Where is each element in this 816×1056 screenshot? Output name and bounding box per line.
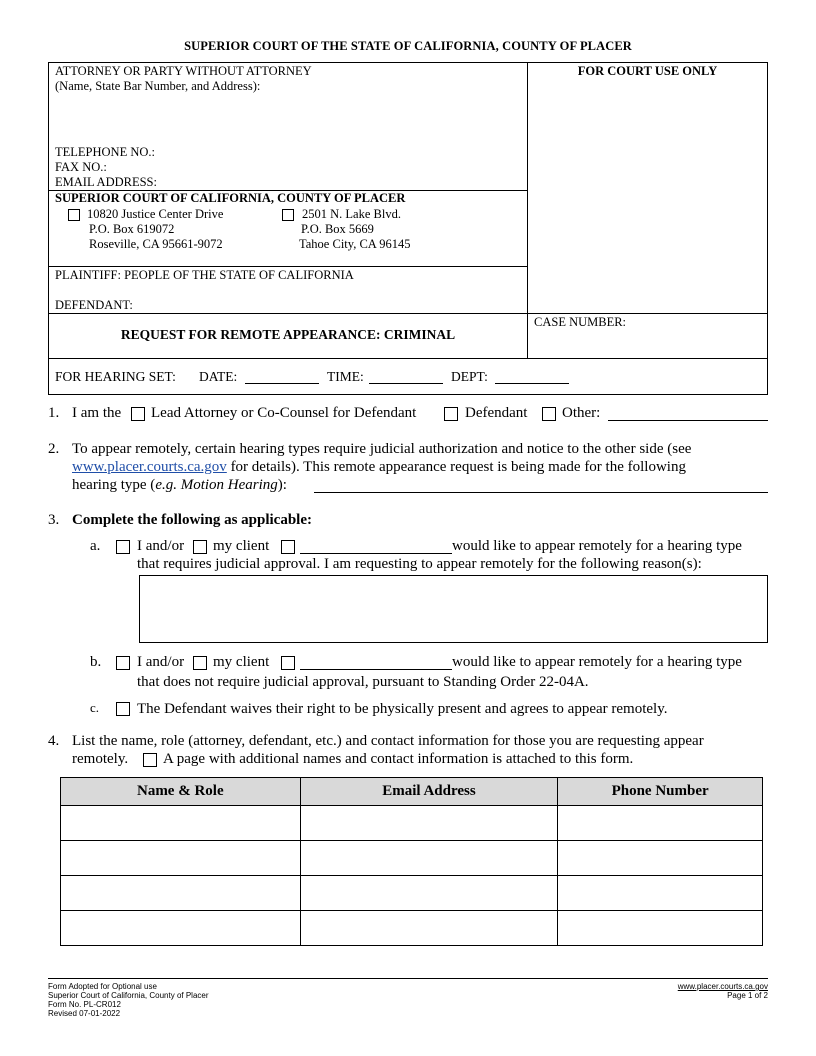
item3c-waiver-checkbox[interactable] [116, 702, 130, 716]
column-header: Name & Role [61, 778, 301, 806]
item2-line2 [72, 458, 686, 477]
other-checkbox[interactable] [542, 407, 556, 421]
name-role-cell[interactable] [61, 841, 301, 876]
item4-line1: List the name, role (attorney, defendant, etc.) and contact information for those you are requesting appear [72, 733, 704, 749]
defendant-option-label: Defendant [465, 405, 528, 421]
divider [49, 313, 768, 314]
item3a-line2: that requires judicial approval. I am requesting to appear remotely for the following reason(s): [137, 556, 702, 572]
hearing-type-field[interactable] [314, 478, 768, 493]
attorney-sub-label: (Name, State Bar Number, and Address): [55, 79, 261, 93]
item3a-letter: a. [90, 538, 101, 554]
item3a-self-checkbox[interactable] [116, 540, 130, 554]
caption-vertical-divider [527, 63, 528, 359]
roseville-checkbox[interactable] [68, 209, 80, 221]
attorney-label: ATTORNEY OR PARTY WITHOUT ATTORNEY [55, 64, 312, 78]
item1-number: 1. [48, 405, 60, 421]
email-label: EMAIL ADDRESS: [55, 175, 157, 189]
item3b-other-checkbox[interactable] [281, 656, 295, 670]
reasons-textarea[interactable] [139, 575, 768, 643]
date-label: DATE: [199, 369, 238, 384]
table-row [61, 806, 763, 841]
item3c-letter: c. [90, 700, 100, 715]
additional-page-checkbox[interactable] [143, 753, 157, 767]
footer-url-link[interactable]: www.placer.courts.ca.gov [677, 982, 768, 991]
phone-cell[interactable] [558, 911, 763, 946]
defendant-label: DEFENDANT: [55, 298, 133, 312]
contacts-table [60, 777, 763, 946]
item3b-letter: b. [90, 654, 102, 670]
item4-line2b: A page with additional names and contact information is attached to this form. [163, 751, 634, 767]
phone-cell[interactable] [558, 806, 763, 841]
name-role-cell[interactable] [61, 876, 301, 911]
tahoe-line2: P.O. Box 5669 [301, 222, 374, 236]
item3b-my-client: my client [213, 654, 270, 670]
email-cell[interactable] [300, 841, 558, 876]
dept-label: DEPT: [451, 369, 488, 384]
fax-label: FAX NO.: [55, 160, 107, 174]
court-use-only-label: FOR COURT USE ONLY [577, 64, 718, 78]
item3b-tail: would like to appear remotely for a hearing type [452, 654, 742, 670]
table-header-row [61, 778, 763, 806]
item2-line3 [72, 476, 287, 495]
form-title: REQUEST FOR REMOTE APPEARANCE: CRIMINAL [120, 327, 456, 342]
date-field[interactable] [245, 369, 319, 384]
item3-heading: Complete the following as applicable: [72, 512, 312, 528]
other-label: Other: [562, 405, 601, 421]
item3b-i-and-or: I and/or [137, 654, 185, 670]
item2-line1: To appear remotely, certain hearing types require judicial authorization and notice to the other side (see [72, 441, 692, 457]
item1-text: I am the [72, 405, 122, 421]
table-row [61, 911, 763, 946]
item3b-client-checkbox[interactable] [193, 656, 207, 670]
defendant-checkbox[interactable] [444, 407, 458, 421]
table-row [61, 841, 763, 876]
item4-line2a: remotely. [72, 751, 129, 767]
other-field[interactable] [608, 406, 768, 421]
name-role-cell[interactable] [61, 806, 301, 841]
name-role-cell[interactable] [61, 911, 301, 946]
phone-cell[interactable] [558, 876, 763, 911]
footer-rule [48, 978, 768, 979]
item2-number: 2. [48, 441, 60, 457]
email-cell[interactable] [300, 806, 558, 841]
case-number-label: CASE NUMBER: [534, 315, 627, 329]
hearing-set-label: FOR HEARING SET: [55, 369, 176, 384]
column-header: Phone Number [558, 778, 763, 806]
lead-attorney-label: Lead Attorney or Co-Counsel for Defendant [151, 405, 417, 421]
divider [49, 266, 527, 267]
caption-box [48, 62, 768, 395]
item3a-tail: would like to appear remotely for a hearing type [452, 538, 742, 554]
email-cell[interactable] [300, 911, 558, 946]
tahoe-line1: 2501 N. Lake Blvd. [302, 207, 401, 221]
roseville-line2: P.O. Box 619072 [89, 222, 175, 236]
court-website-link[interactable]: www.placer.courts.ca.gov [72, 459, 227, 475]
item2-example: e.g. Motion Hearing [155, 477, 278, 493]
item3b-line2: that does not require judicial approval, pursuant to Standing Order 22-04A. [137, 674, 589, 690]
item3a-other-field[interactable] [300, 539, 452, 554]
roseville-line3: Roseville, CA 95661-9072 [89, 237, 223, 251]
plaintiff-label: PLAINTIFF: PEOPLE OF THE STATE OF CALIFORNIA [55, 268, 354, 282]
footer-court: Superior Court of California, County of Placer [48, 991, 209, 1000]
item3c-text: The Defendant waives their right to be physically present and agrees to appear remotely. [137, 701, 668, 717]
item3b-self-checkbox[interactable] [116, 656, 130, 670]
phone-cell[interactable] [558, 841, 763, 876]
tahoe-checkbox[interactable] [282, 209, 294, 221]
item3a-my-client: my client [213, 538, 270, 554]
item2-line3-a: hearing type ( [72, 477, 156, 493]
time-label: TIME: [327, 369, 364, 384]
footer-form-number: Form No. PL-CR012 [48, 1000, 121, 1009]
table-row [61, 876, 763, 911]
footer-revised: Revised 07-01-2022 [48, 1009, 121, 1018]
email-cell[interactable] [300, 876, 558, 911]
time-field[interactable] [369, 369, 443, 384]
item4-number: 4. [48, 733, 60, 749]
dept-field[interactable] [495, 369, 569, 384]
footer-adopted: Form Adopted for Optional use [48, 982, 157, 991]
item2-line2-rest: for details). This remote appearance request is being made for the following [226, 459, 686, 475]
item3a-other-checkbox[interactable] [281, 540, 295, 554]
item3-number: 3. [48, 512, 60, 528]
telephone-label: TELEPHONE NO.: [55, 145, 155, 159]
item3a-i-and-or: I and/or [137, 538, 185, 554]
court-title: SUPERIOR COURT OF THE STATE OF CALIFORNIA, COUNTY OF PLACER [184, 39, 632, 53]
tahoe-line3: Tahoe City, CA 96145 [299, 237, 411, 251]
roseville-line1: 10820 Justice Center Drive [87, 207, 224, 221]
footer-page-number: Page 1 of 2 [727, 991, 768, 1000]
divider [49, 358, 768, 359]
item3a-client-checkbox[interactable] [193, 540, 207, 554]
item3b-other-field[interactable] [300, 655, 452, 670]
column-header: Email Address [300, 778, 558, 806]
court-name: SUPERIOR COURT OF CALIFORNIA, COUNTY OF PLACER [55, 191, 406, 205]
item2-line3-b: ): [277, 477, 287, 493]
lead-attorney-checkbox[interactable] [131, 407, 145, 421]
